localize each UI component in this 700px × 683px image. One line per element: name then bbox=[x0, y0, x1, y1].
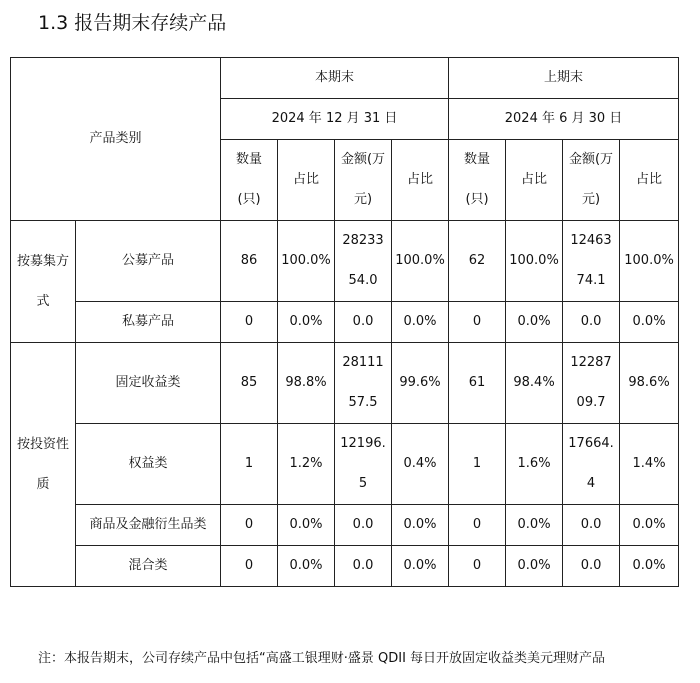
previous-period-title: 上期末 bbox=[449, 58, 679, 99]
table-row bbox=[11, 505, 679, 546]
cell-ratio: 0.0% bbox=[278, 546, 335, 587]
table-row bbox=[11, 546, 679, 587]
previous-period-date: 2024 年 6 月 30 日 bbox=[449, 99, 679, 140]
cell-amount: 12196. 5 bbox=[335, 424, 392, 505]
row-label: 商品及金融衍生品类 bbox=[76, 505, 221, 546]
group-investment-nature: 按投资性 质 bbox=[11, 343, 76, 587]
group-raise-method: 按募集方 式 bbox=[11, 221, 76, 343]
cell-ratio: 0.0% bbox=[278, 302, 335, 343]
cell-amount: 0.0 bbox=[563, 505, 620, 546]
cell-amount: 0.0 bbox=[335, 546, 392, 587]
cell-count: 0 bbox=[221, 302, 278, 343]
cell-ratio: 100.0% bbox=[278, 221, 335, 302]
cell-count: 0 bbox=[221, 546, 278, 587]
footnote: 注：本报告期末，公司存续产品中包括“高盛工银理财·盛景 QDII 每日开放固定收益类美元理财产品 bbox=[38, 651, 606, 666]
cell-amount: 0.0 bbox=[563, 546, 620, 587]
table-row bbox=[11, 302, 679, 343]
cell-ratio: 98.8% bbox=[278, 343, 335, 424]
cell-amount: 12287 09.7 bbox=[563, 343, 620, 424]
cell-count: 61 bbox=[449, 343, 506, 424]
cell-count: 0 bbox=[449, 302, 506, 343]
row-label: 私募产品 bbox=[76, 302, 221, 343]
cell-amount: 28233 54.0 bbox=[335, 221, 392, 302]
cell-share: 0.0% bbox=[620, 546, 679, 587]
cell-ratio: 0.0% bbox=[506, 302, 563, 343]
cell-share: 100.0% bbox=[392, 221, 449, 302]
row-label: 固定收益类 bbox=[76, 343, 221, 424]
cell-amount: 28111 57.5 bbox=[335, 343, 392, 424]
cell-share: 100.0% bbox=[620, 221, 679, 302]
cell-share: 99.6% bbox=[392, 343, 449, 424]
col-count-prev: 数量 (只) bbox=[449, 140, 506, 221]
cell-share: 0.0% bbox=[620, 505, 679, 546]
cell-ratio: 0.0% bbox=[278, 505, 335, 546]
table-row bbox=[11, 343, 679, 424]
cell-amount: 0.0 bbox=[563, 302, 620, 343]
cell-share: 0.0% bbox=[392, 546, 449, 587]
cell-count: 0 bbox=[449, 505, 506, 546]
col-count: 数量 (只) bbox=[221, 140, 278, 221]
row-label: 混合类 bbox=[76, 546, 221, 587]
cell-count: 0 bbox=[221, 505, 278, 546]
section-heading: 1.3 报告期末存续产品 bbox=[38, 12, 227, 34]
cell-ratio: 1.2% bbox=[278, 424, 335, 505]
col-share-prev: 占比 bbox=[620, 140, 679, 221]
row-label: 权益类 bbox=[76, 424, 221, 505]
cell-share: 1.4% bbox=[620, 424, 679, 505]
col-share: 占比 bbox=[392, 140, 449, 221]
cell-ratio: 0.0% bbox=[506, 546, 563, 587]
cell-ratio: 98.4% bbox=[506, 343, 563, 424]
cell-share: 0.4% bbox=[392, 424, 449, 505]
col-ratio: 占比 bbox=[278, 140, 335, 221]
table-row bbox=[11, 424, 679, 505]
cell-amount: 0.0 bbox=[335, 505, 392, 546]
cell-share: 0.0% bbox=[620, 302, 679, 343]
cell-ratio: 0.0% bbox=[506, 505, 563, 546]
col-amount: 金额(万 元) bbox=[335, 140, 392, 221]
current-period-date: 2024 年 12 月 31 日 bbox=[221, 99, 449, 140]
cell-amount: 12463 74.1 bbox=[563, 221, 620, 302]
cell-amount: 0.0 bbox=[335, 302, 392, 343]
header-row-title bbox=[11, 58, 679, 99]
row-label: 公募产品 bbox=[76, 221, 221, 302]
cell-count: 1 bbox=[221, 424, 278, 505]
col-amount-prev: 金额(万 元) bbox=[563, 140, 620, 221]
table-row bbox=[11, 221, 679, 302]
cell-share: 98.6% bbox=[620, 343, 679, 424]
corner-cell: 产品类别 bbox=[11, 58, 221, 221]
cell-ratio: 1.6% bbox=[506, 424, 563, 505]
cell-ratio: 100.0% bbox=[506, 221, 563, 302]
cell-share: 0.0% bbox=[392, 302, 449, 343]
cell-count: 85 bbox=[221, 343, 278, 424]
cell-count: 62 bbox=[449, 221, 506, 302]
cell-count: 0 bbox=[449, 546, 506, 587]
current-period-title: 本期末 bbox=[221, 58, 449, 99]
cell-count: 86 bbox=[221, 221, 278, 302]
cell-count: 1 bbox=[449, 424, 506, 505]
products-table bbox=[10, 57, 679, 587]
col-ratio-prev: 占比 bbox=[506, 140, 563, 221]
cell-share: 0.0% bbox=[392, 505, 449, 546]
cell-amount: 17664. 4 bbox=[563, 424, 620, 505]
